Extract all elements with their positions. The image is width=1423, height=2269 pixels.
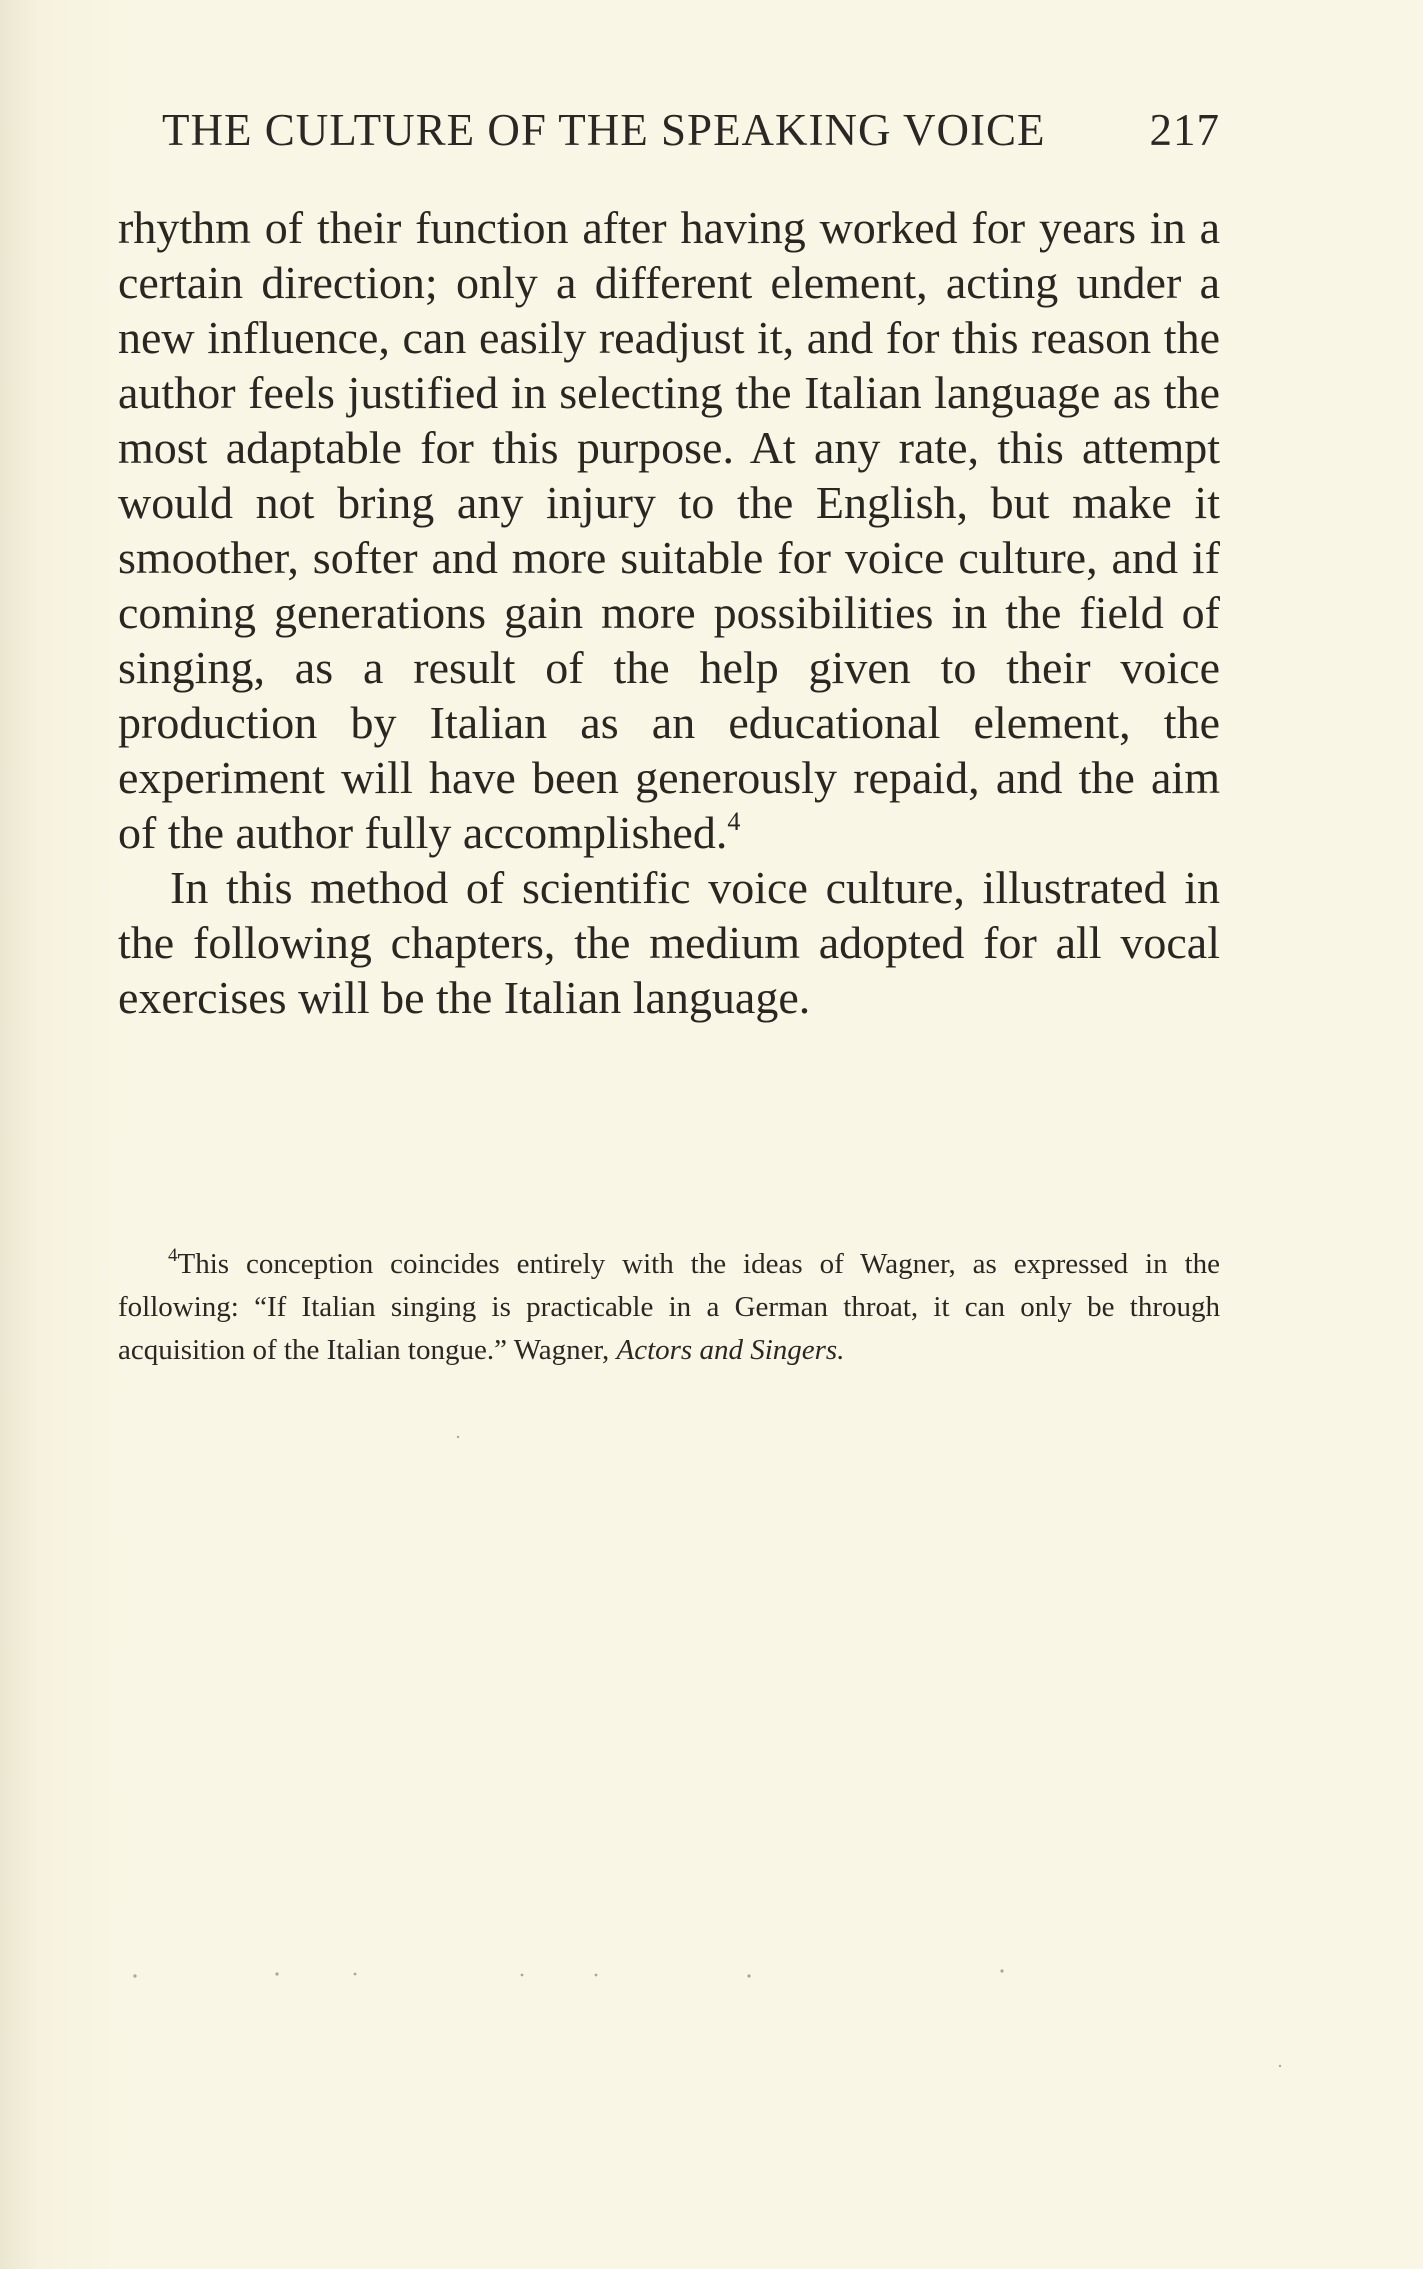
footnote-text: This conception coincides entirely with the ideas of Wagner, as expressed in the following: “If Italian singing is practicable in a German throat, it can only be through acquisition of the Italian tongue.” Wagner, bbox=[118, 1248, 1220, 1366]
paragraph-1-text: rhythm of their function after having worked for years in a certain direction; only a different element, acting under a new influence, can easily readjust it, and for this reason the author feels justified in selecting the Italian language as the most adaptable for this purpose. At any rate, this attempt would not bring any injury to the English, but make it smoother, softer and more suitable for voice culture, and if coming generations gain more possibilities in the field of singing, as a result of the help given to their voice production by Italian as an educational element, the experiment will have been generously repaid, and the aim of the author fully accomplished. bbox=[118, 202, 1220, 858]
speck bbox=[354, 1973, 357, 1976]
speck bbox=[595, 1974, 598, 1977]
footnote-citation: Actors and Singers. bbox=[616, 1334, 845, 1366]
page-number: 217 bbox=[1149, 105, 1220, 155]
speck bbox=[521, 1974, 524, 1977]
footnote-marker: 4 bbox=[168, 1245, 178, 1266]
speck bbox=[457, 1436, 459, 1438]
footnote-reference: 4 bbox=[727, 807, 741, 836]
speck bbox=[133, 1974, 136, 1977]
speck bbox=[1000, 1969, 1003, 1972]
speck bbox=[747, 1974, 750, 1977]
speck bbox=[275, 1972, 278, 1975]
speck bbox=[1279, 2065, 1281, 2067]
running-head-title: THE CULTURE OF THE SPEAKING VOICE bbox=[162, 105, 1046, 155]
paragraph-2: In this method of scientific voice culture, illustrated in the following chapters, the medium adopted for all vocal exercises will be the Italian language. bbox=[118, 862, 1220, 1023]
